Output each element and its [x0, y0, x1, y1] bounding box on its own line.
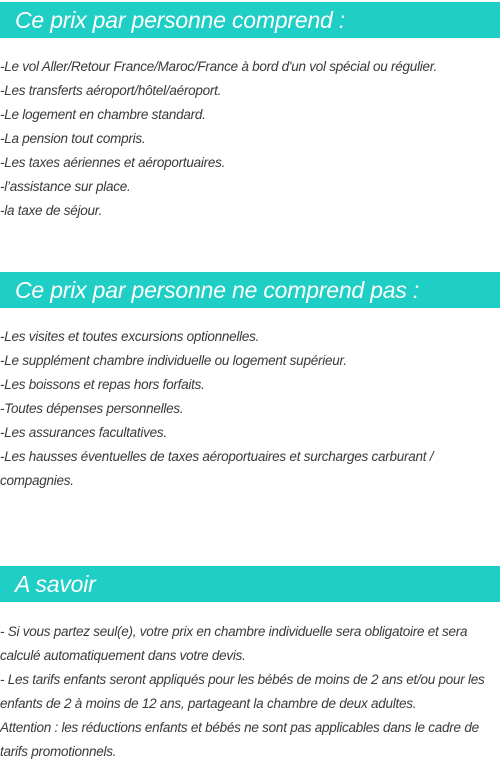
list-item: -Le logement en chambre standard. [0, 107, 206, 122]
list-item: -l’assistance sur place. [0, 179, 131, 194]
list-item: -Le vol Aller/Retour France/Maroc/France à bord d'un vol spécial ou régulier. [0, 59, 438, 74]
list-item: -Le supplément chambre individuelle ou logement supérieur. [0, 353, 347, 368]
info-paragraph-solo: - Si vous partez seul(e), votre prix en chambre individuelle sera obligatoire et sera calculé automatiquement dans votre devis. [0, 624, 468, 663]
excludes-last-item: -Les hausses éventuelles de taxes aéroportuaires et surcharges carburant / compagnies. [0, 449, 434, 488]
includes-list [0, 55, 500, 223]
info-paragraph-warning: Attention : les réductions enfants et bébés ne sont pas applicables dans le cadre de tarifs promotionnels. [0, 720, 479, 759]
list-item: -La pension tout compris. [0, 131, 146, 146]
excludes-list [0, 325, 500, 445]
list-item: -Les assurances facultatives. [0, 425, 167, 440]
list-item: -Les transferts aéroport/hôtel/aéroport. [0, 83, 222, 98]
section-header-excludes: Ce prix par personne ne comprend pas : [0, 272, 500, 308]
section-header-includes: Ce prix par personne comprend : [0, 2, 500, 38]
section-header-info: A savoir [0, 566, 500, 602]
list-item: -la taxe de séjour. [0, 203, 103, 218]
list-item: -Les visites et toutes excursions optionnelles. [0, 329, 260, 344]
info-paragraph-children: - Les tarifs enfants seront appliqués pour les bébés de moins de 2 ans et/ou pour les enfants de 2 à moins de 12 ans, partageant la chambre de deux adultes. [0, 672, 485, 711]
list-item: -Les boissons et repas hors forfaits. [0, 377, 205, 392]
list-item: -Toutes dépenses personnelles. [0, 401, 184, 416]
list-item: -Les taxes aériennes et aéroportuaires. [0, 155, 226, 170]
